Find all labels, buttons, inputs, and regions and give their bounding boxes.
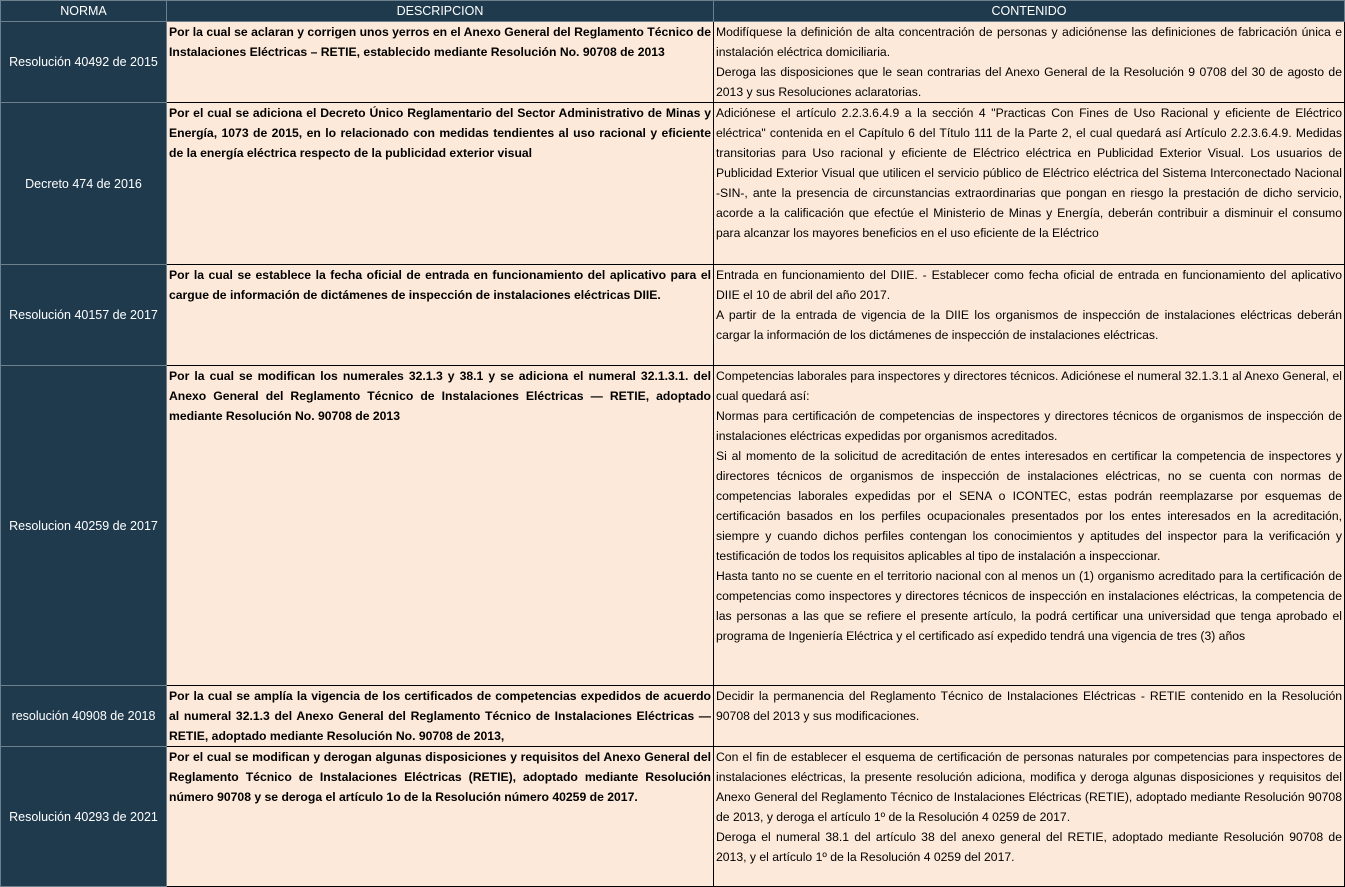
norma-cell[interactable]: Resolucion 40259 de 2017 (1, 366, 167, 686)
descripcion-cell[interactable]: Por la cual se amplía la vigencia de los certificados de competencias expedidos de acuerdo al numeral 32.1.3 del Anexo General del Reglamento Técnico de Instalaciones Eléctricas — RETIE, adoptado mediante Resolución No. 90708 de 2013, (167, 686, 714, 747)
contenido-cell[interactable] (714, 686, 1345, 747)
contenido-paragraph: A partir de la entrada de vigencia de la DIIE los organismos de inspección de instalaciones eléctricas deberán cargar la información de los dictámenes de inspección de instalaciones eléctricas. (716, 308, 1342, 342)
contenido-paragraph: Entrada en funcionamiento del DIIE. - Establecer como fecha oficial de entrada en funcionamiento del aplicativo DIIE el 10 de abril del año 2017. (716, 268, 1342, 302)
contenido-cell[interactable] (714, 103, 1345, 265)
contenido-cell[interactable] (714, 22, 1345, 103)
header-descripcion[interactable]: DESCRIPCION (167, 1, 714, 22)
header-row (1, 1, 1345, 22)
norma-cell[interactable]: resolución 40908 de 2018 (1, 686, 167, 747)
table-row (1, 103, 1345, 265)
norma-cell[interactable]: Resolución 40492 de 2015 (1, 22, 167, 103)
norma-cell[interactable]: Decreto 474 de 2016 (1, 103, 167, 265)
contenido-paragraph: Hasta tanto no se cuente en el territorio nacional con al menos un (1) organismo acreditado para la certificación de competencias como inspectores y directores técnicos de inspección en instalaciones eléctricas, la competencia de las personas a las que se refiere el presente artículo, la podrá certificar una universidad que tenga aprobado el programa de Ingeniería Eléctrica y el certificado así expedido tendrá una vigencia de tres (3) años (716, 569, 1342, 643)
contenido-paragraph: Con el fin de establecer el esquema de certificación de personas naturales por competencias para inspectores de instalaciones eléctricas, la presente resolución adiciona, modifica y deroga algunas disposiciones y requisitos del Anexo General del Reglamento Técnico de Instalaciones Eléctricas (RETIE), adoptado mediante Resolución 90708 de 2013, y deroga el artículo 1º de la Resolución 4 0259 de 2017. (716, 750, 1342, 824)
descripcion-cell[interactable]: Por la cual se establece la fecha oficial de entrada en funcionamiento del aplicativo para el cargue de información de dictámenes de inspección de instalaciones eléctricas DIIE. (167, 265, 714, 366)
descripcion-cell[interactable]: Por el cual se modifican y derogan algunas disposiciones y requisitos del Anexo General del Reglamento Técnico de Instalaciones Eléctricas (RETIE), adoptado mediante Resolución número 90708 y se deroga el artículo 1o de la Resolución número 40259 de 2017. (167, 747, 714, 887)
contenido-paragraph: Deroga las disposiciones que le sean contrarias del Anexo General de la Resolución 9 0708 del 30 de agosto de 2013 y sus Resoluciones aclaratorias. (716, 65, 1342, 99)
contenido-paragraph: Adiciónese el artículo 2.2.3.6.4.9 a la sección 4 "Practicas Con Fines de Uso Racional y eficiente de Eléctrico eléctrica" contenida en el Capítulo 6 del Título 111 de la Parte 2, el cual quedará así Artículo 2.2.3.6.4.9. Medidas transitorias para Uso racional y eficiente de Eléctrico eléctrica en Publicidad Exterior Visual. Los usuarios de Publicidad Exterior Visual que utilicen el servicio público de Eléctrico eléctrica del Sistema Interconectado Nacional -SIN-, ante la presencia de circunstancias extraordinarias que pongan en riesgo la prestación de dicho servicio, acorde a la calificación que efectúe el Ministerio de Minas y Energía, deberán contribuir a disminuir el consumo para alcanzar los mayores beneficios en el uso eficiente de la Eléctrico (716, 106, 1342, 240)
header-norma[interactable]: NORMA (1, 1, 167, 22)
contenido-cell[interactable] (714, 747, 1345, 887)
descripcion-cell[interactable]: Por la cual se modifican los numerales 32.1.3 y 38.1 y se adiciona el numeral 32.1.3.1. del Anexo General del Reglamento Técnico de Instalaciones Eléctricas — RETIE, adoptado mediante Resolución No. 90708 de 2013 (167, 366, 714, 686)
descripcion-cell[interactable]: Por el cual se adiciona el Decreto Único Reglamentario del Sector Administrativo de Minas y Energía, 1073 de 2015, en lo relacionado con medidas tendientes al uso racional y eficiente de la energía eléctrica respecto de la publicidad exterior visual (167, 103, 714, 265)
contenido-cell[interactable] (714, 366, 1345, 686)
table-row (1, 366, 1345, 686)
table-row (1, 265, 1345, 366)
table-row (1, 747, 1345, 887)
table-row (1, 686, 1345, 747)
norma-cell[interactable]: Resolución 40157 de 2017 (1, 265, 167, 366)
norma-cell[interactable]: Resolución 40293 de 2021 (1, 747, 167, 887)
descripcion-cell[interactable]: Por la cual se aclaran y corrigen unos yerros en el Anexo General del Reglamento Técnico de Instalaciones Eléctricas – RETIE, establecido mediante Resolución No. 90708 de 2013 (167, 22, 714, 103)
contenido-cell[interactable] (714, 265, 1345, 366)
contenido-paragraph: Normas para certificación de competencias de inspectores y directores técnicos de organismos de inspección de instalaciones eléctricas expedidas por organismos acreditados. (716, 409, 1342, 443)
contenido-paragraph: Modifíquese la definición de alta concentración de personas y adiciónense las definiciones de fabricación única e instalación eléctrica domiciliaria. (716, 25, 1342, 59)
contenido-paragraph: Competencias laborales para inspectores y directores técnicos. Adiciónese el numeral 32.1.3.1 al Anexo General, el cual quedará así: (716, 369, 1342, 403)
header-contenido[interactable]: CONTENIDO (714, 1, 1345, 22)
contenido-paragraph: Si al momento de la solicitud de acreditación de entes interesados en certificar la competencia de inspectores y directores técnicos de organismos de inspección de instalaciones eléctricas, no se cuenta con normas de competencias laborales expedidas por el SENA o ICONTEC, estas podrán reemplazarse por esquemas de certificación basados en los perfiles ocupacionales presentados por los entes interesados en la acreditación, siempre y cuando dichos perfiles contengan los conocimientos y aptitudes del inspector para la verificación y testificación de todos los requisitos aplicables al tipo de instalación a inspeccionar. (716, 449, 1342, 563)
contenido-paragraph: Deroga el numeral 38.1 del artículo 38 del anexo general del RETIE, adoptado mediante Resolución 90708 de 2013, y el artículo 1º de la Resolución 4 0259 del 2017. (716, 830, 1342, 864)
table-row (1, 22, 1345, 103)
contenido-paragraph: Decidir la permanencia del Reglamento Técnico de Instalaciones Eléctricas - RETIE contenido en la Resolución 90708 del 2013 y sus modificaciones. (716, 689, 1342, 723)
